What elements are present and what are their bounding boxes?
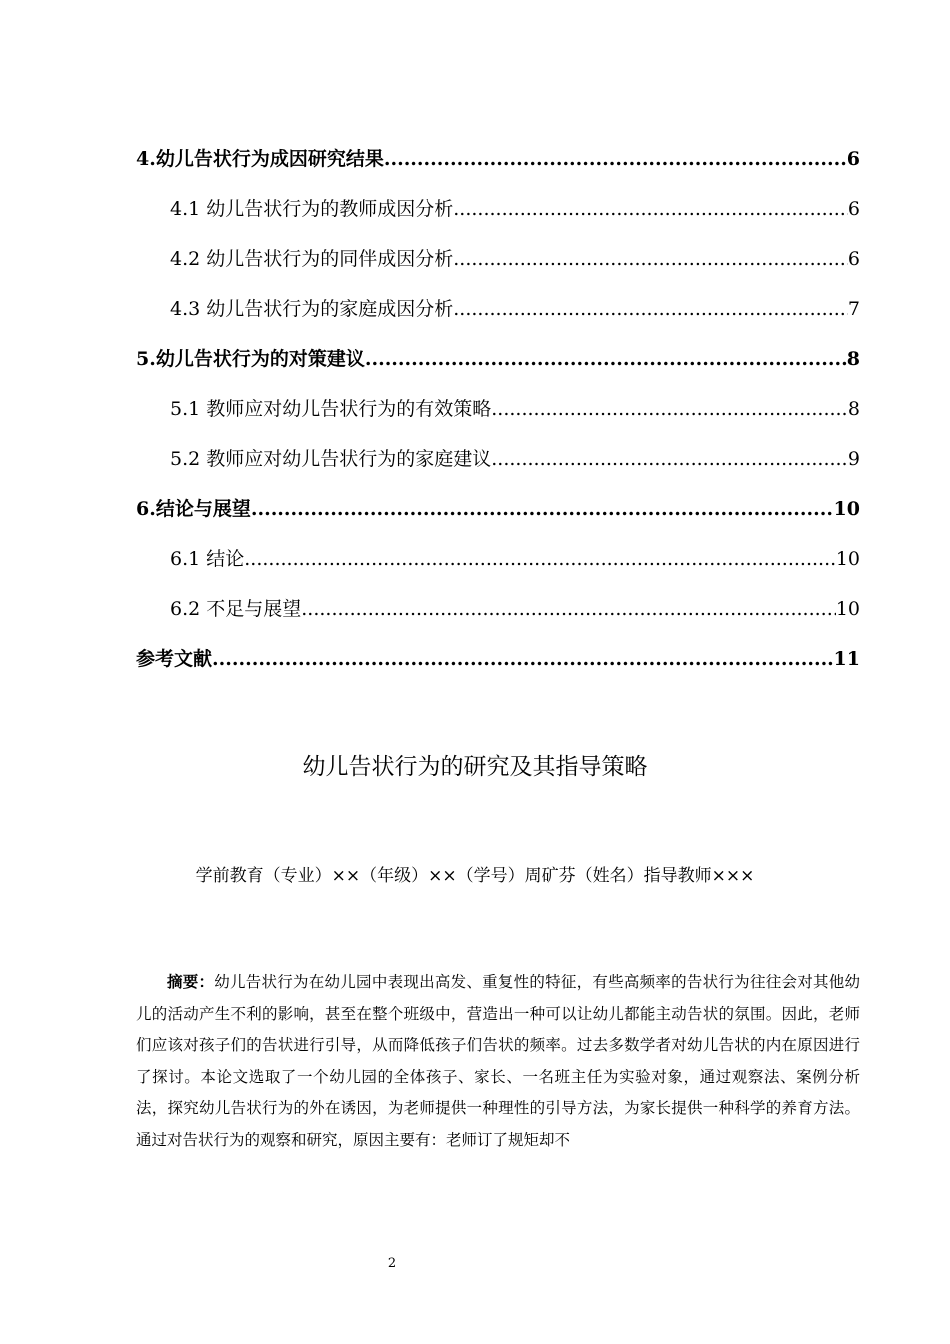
toc-entry-title: 5.1 教师应对幼儿告状行为的有效策略 [170,398,492,420]
author-line: 学前教育（专业）××（年级）××（学号）周矿芬（姓名）指导教师××× [195,866,755,886]
toc-entry-title: 6.结论与展望 [136,498,251,520]
abstract-label: 摘要： [167,972,215,991]
toc-entry-page: 6 [847,198,860,220]
abstract-text: 幼儿告状行为在幼儿园中表现出高发、重复性的特征，有些高频率的告状行为往往会对其他幼儿的活动产生不利的影响，甚至在整个班级中，营造出一种可以让幼儿都能主动告状的氛围。因此，老师们应该对孩子们的告状进行引导，从而降低孩子们告状的频率。过去多数学者对幼儿告状的内在原因进行了探讨。本论文选取了一个幼儿园的全体孩子、家长、一名班主任为实验对象，通过观察法、案例分析法，探究幼儿告状行为的外在诱因，为老师提供一种理性的引导方法，为家长提供一种科学的养育方法。通过对告状行为的观察和研究，原因主要有：老师订了规矩却不 [136,973,860,1149]
toc-entry-title: 4.2 幼儿告状行为的同伴成因分析 [170,248,454,270]
toc-entry[interactable] [136,494,860,544]
toc-entry-page: 10 [835,548,860,570]
toc-leader-dots [491,398,848,420]
toc-entry[interactable] [136,444,860,494]
toc-leader-dots [212,648,834,670]
toc-leader-dots [491,448,848,470]
toc-entry-page: 10 [833,498,860,520]
toc-entry-page: 10 [835,598,860,620]
toc-entry[interactable] [136,594,860,644]
toc-leader-dots [365,348,847,370]
toc-entry[interactable] [136,394,860,444]
toc-leader-dots [244,548,836,570]
toc-entry-title: 5.幼儿告状行为的对策建议 [136,348,365,370]
toc-leader-dots [453,298,848,320]
toc-entry-page: 6 [847,248,860,270]
toc-entry[interactable] [136,344,860,394]
toc-entry[interactable] [136,194,860,244]
toc-entry-title: 4.幼儿告状行为成因研究结果 [136,148,384,170]
toc-entry[interactable] [136,544,860,594]
toc-entry[interactable] [136,144,860,194]
toc-entry-title: 5.2 教师应对幼儿告状行为的家庭建议 [170,448,492,470]
toc-entry-title: 6.1 结论 [170,548,245,570]
toc-entry[interactable] [136,294,860,344]
toc-leader-dots [301,598,836,620]
toc-entry-page: 9 [847,448,860,470]
toc-leader-dots [453,248,848,270]
toc-entry[interactable] [136,244,860,294]
table-of-contents [136,144,860,694]
page-number: 2 [387,1256,397,1271]
toc-entry-page: 8 [846,348,860,370]
toc-leader-dots [251,498,834,520]
toc-entry-title: 4.3 幼儿告状行为的家庭成因分析 [170,298,454,320]
toc-entry-page: 6 [846,148,860,170]
toc-entry-title: 6.2 不足与展望 [170,598,302,620]
toc-entry-title: 4.1 幼儿告状行为的教师成因分析 [170,198,454,220]
toc-leader-dots [453,198,848,220]
abstract-paragraph [136,966,860,1156]
toc-entry-title: 参考文献 [136,648,213,670]
paper-title: 幼儿告状行为的研究及其指导策略 [302,754,648,780]
toc-entry-page: 8 [847,398,860,420]
toc-entry-page: 11 [833,648,860,670]
toc-leader-dots [384,148,847,170]
toc-entry-page: 7 [847,298,860,320]
toc-entry[interactable] [136,644,860,694]
